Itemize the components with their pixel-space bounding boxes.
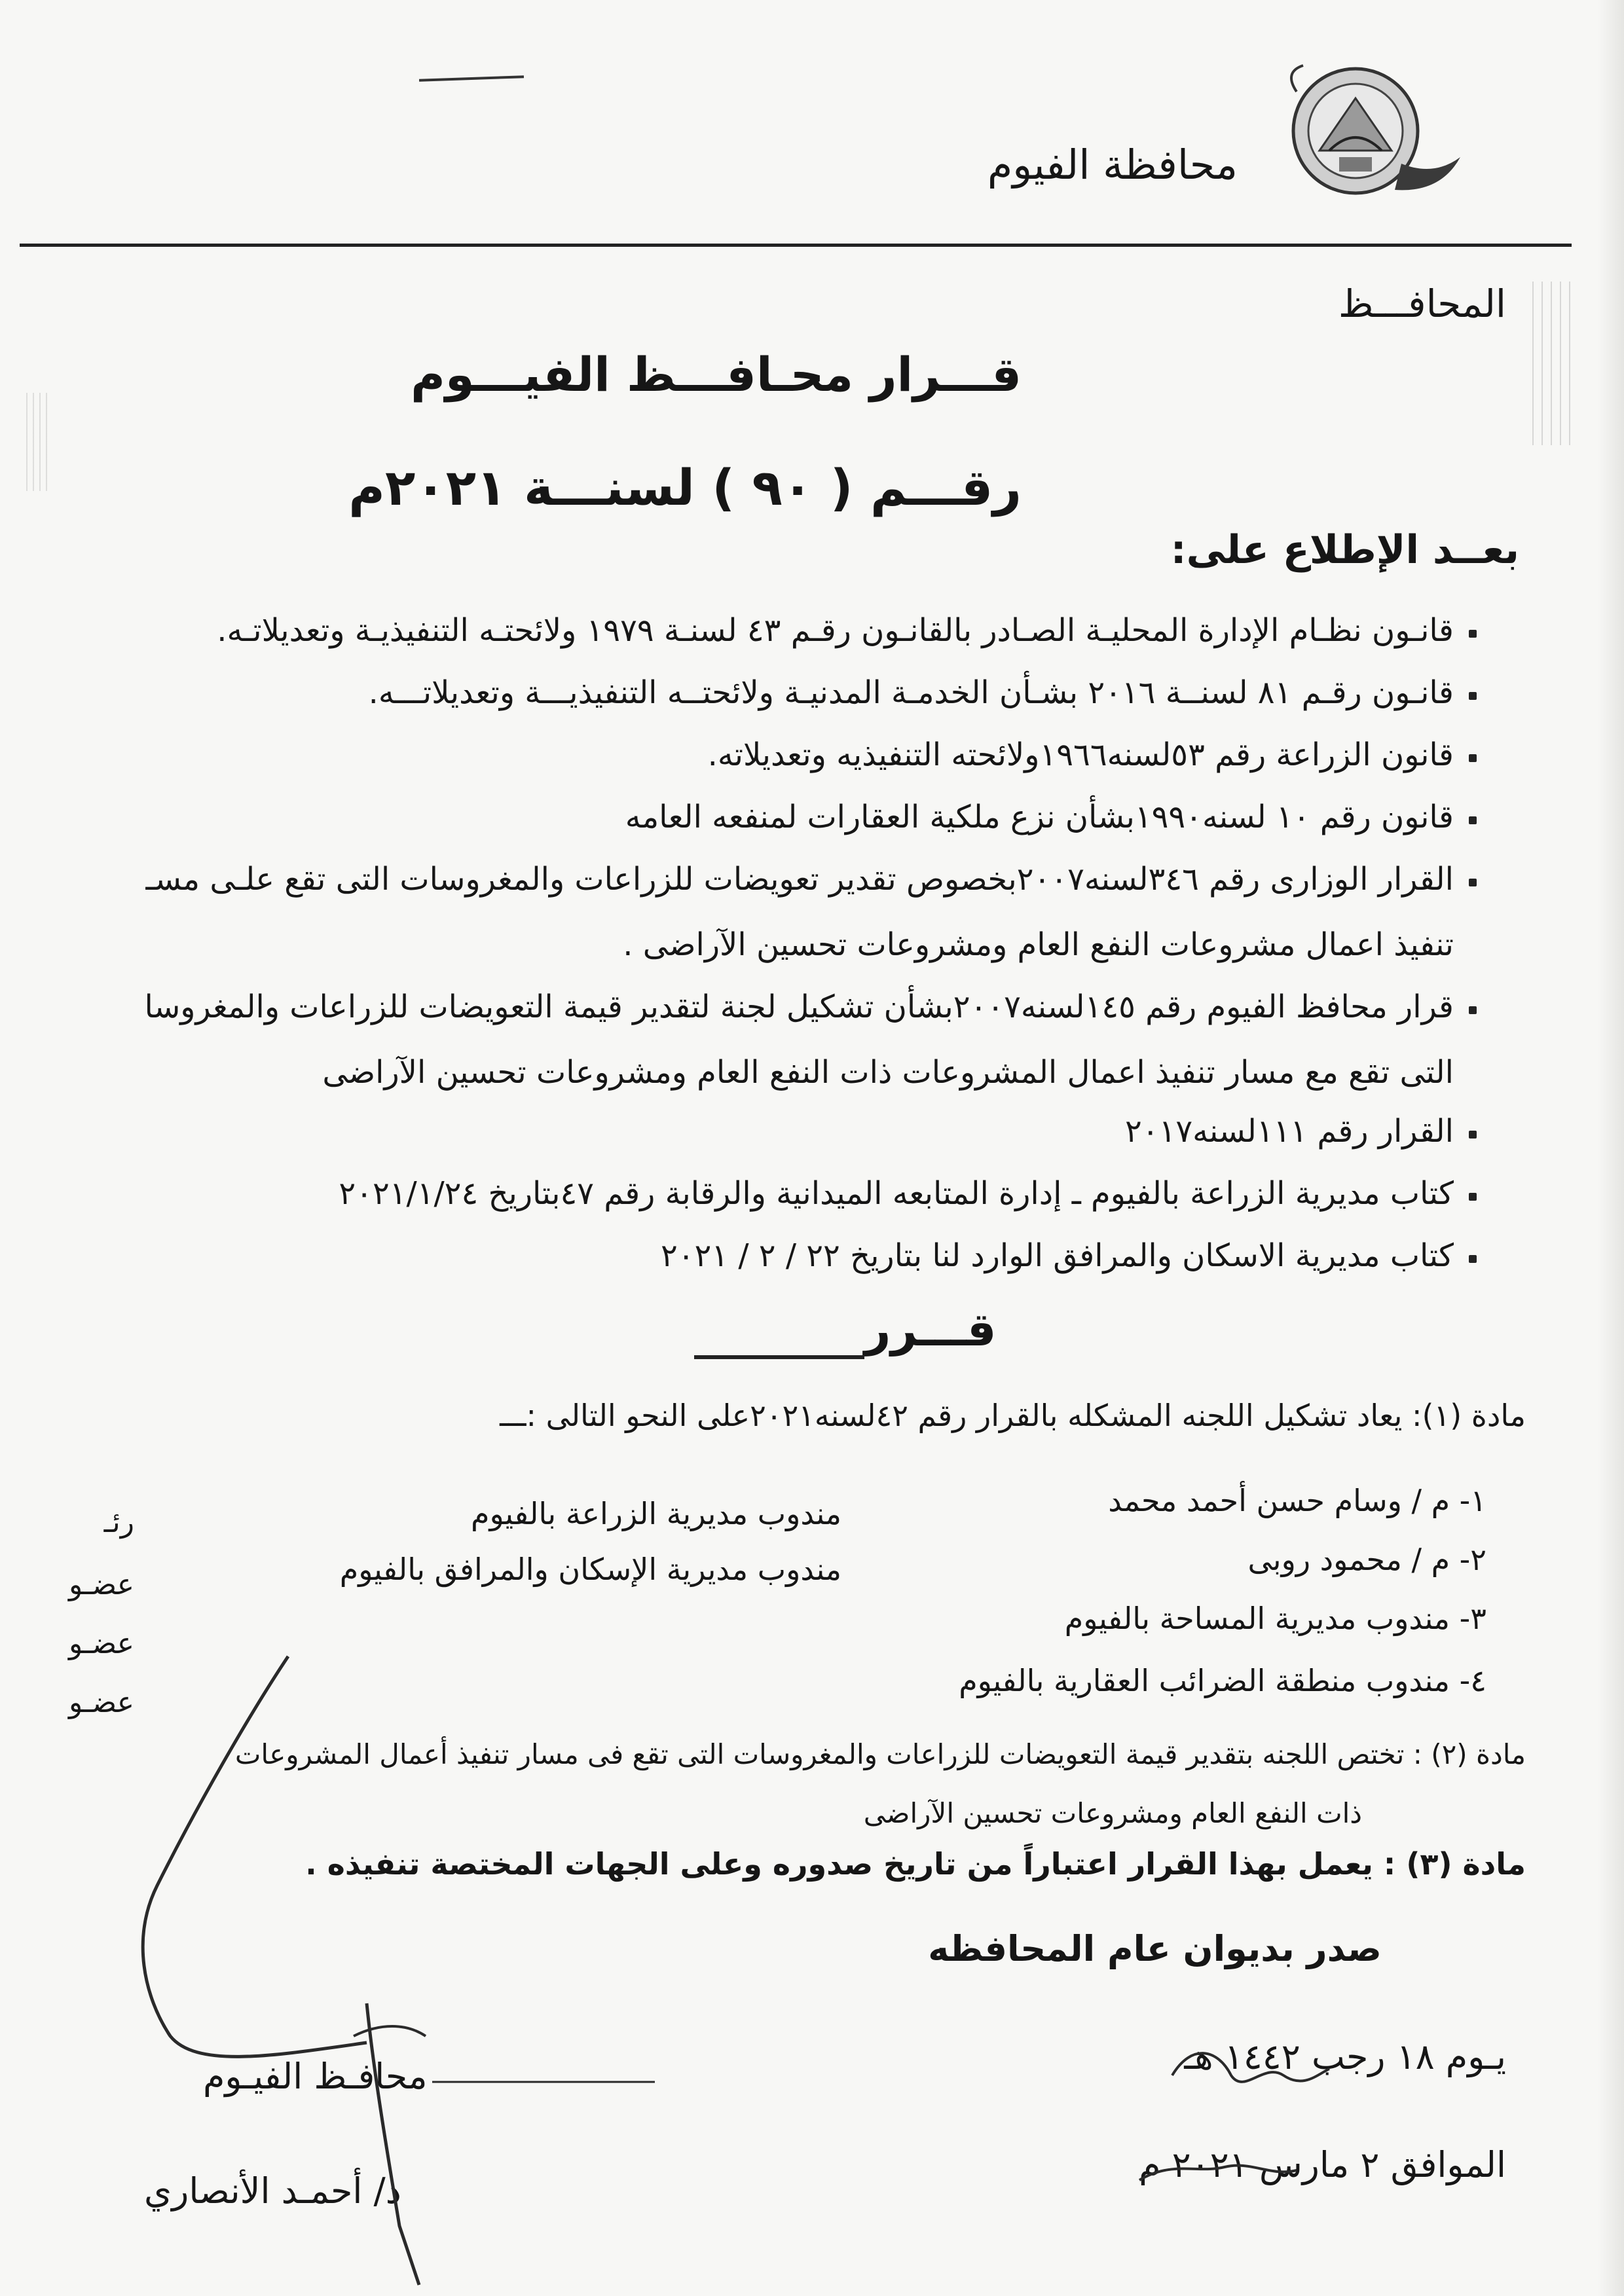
bullet-icon xyxy=(1469,754,1477,762)
decision-number: رقـــم ( ٩٠ ) لسنـــة ٢٠٢١م xyxy=(348,458,1022,517)
bullet-icon xyxy=(1469,692,1477,700)
scan-edge xyxy=(1598,0,1624,2296)
reference-line: قانون رقم ١٠ لسنه١٩٩٠بشأن نزع ملكية العقارات لمنفعه العامه xyxy=(625,799,1454,835)
bullet-icon xyxy=(1469,1006,1477,1014)
member-name: ٤- مندوب منطقة الضرائب العقارية بالفيوم xyxy=(959,1663,1486,1698)
member-name: ٣- مندوب مديرية المساحة بالفيوم xyxy=(1064,1601,1486,1636)
member-role: عضـو xyxy=(68,1568,134,1601)
governor-title: محافـظ الفيـوم xyxy=(203,2056,428,2097)
reference-line: كتاب مديرية الاسكان والمرافق الوارد لنا بتاريخ ٢٢ / ٢ / ٢٠٢١ xyxy=(660,1237,1454,1274)
article-3: مادة (٣) : يعمل بهذا القرار اعتباراً من تاريخ صدوره وعلى الجهات المختصة تنفيذه . xyxy=(305,1846,1526,1882)
reference-line: قانـون نظـام الإدارة المحليـة الصـادر بالقانـون رقـم ٤٣ لسنـة ١٩٧٩ ولائحتـه التنفيذيـة وتعديلاتـه. xyxy=(217,612,1454,649)
header-divider xyxy=(20,244,1572,247)
scan-artifact xyxy=(26,393,52,491)
reference-line: قانون الزراعة رقم ٥٣لسنه١٩٦٦ولائحته التنفيذيه وتعديلاته. xyxy=(707,737,1454,773)
reference-line: قانـون رقـم ٨١ لسنــة ٢٠١٦ بشـأن الخدمـة المدنيـة ولائحتــه التنفيذيـــة وتعديلاتـــه. xyxy=(368,674,1454,711)
bullet-icon xyxy=(1469,816,1477,824)
member-role: عضـو xyxy=(68,1627,134,1660)
reference-line: القرار رقم ١١١لسنه٢٠١٧ xyxy=(1125,1113,1454,1150)
member-representative: مندوب مديرية الإسكان والمرافق بالفيوم xyxy=(339,1552,841,1587)
member-role: عضـو xyxy=(68,1686,134,1719)
reference-line: القرار الوزارى رقم ٣٤٦لسنه٢٠٠٧بخصوص تقدير تعويضات للزراعات والمغروسات التى تقع علـى مسـ xyxy=(145,861,1454,898)
decided-heading: قـــرر xyxy=(864,1303,997,1357)
governorate-name: محافظة الفيوم xyxy=(987,141,1238,189)
preamble-heading: بعــد الإطلاع على: xyxy=(1170,527,1519,573)
bullet-icon xyxy=(1469,1193,1477,1201)
bullet-icon xyxy=(1469,1255,1477,1263)
member-representative: مندوب مديرية الزراعة بالفيوم xyxy=(471,1496,841,1531)
reference-line: كتاب مديرية الزراعة بالفيوم ـ إدارة المتابعه الميدانية والرقابة رقم ٤٧بتاريخ ٢٠٢١/١/٢٤ xyxy=(339,1175,1454,1212)
reference-line: قرار محافظ الفيوم رقم ١٤٥لسنه٢٠٠٧بشأن تشكيل لجنة لتقدير قيمة التعويضات للزراعات والمغروسا xyxy=(144,989,1454,1025)
article-2-line-1: مادة (٢) : تختص اللجنه بتقدير قيمة التعويضات للزراعات والمغروسات التى تقع فى مسار تنفيذ أعمال المشروعات xyxy=(234,1738,1526,1770)
article-1: مادة (١): يعاد تشكيل اللجنه المشكله بالقرار رقم ٤٢لسنه٢٠٢١على النحو التالى :ـــ xyxy=(500,1398,1526,1433)
hijri-date: يـوم ١٨ رجب ١٤٤٢ هـ xyxy=(1184,2036,1506,2077)
decision-title: قـــرار محـافـــظ الفيـــوم xyxy=(411,347,1022,402)
reference-line-cont: تنفيذ اعمال مشروعات النفع العام ومشروعات تحسين الآراضى . xyxy=(623,926,1454,963)
pen-mark xyxy=(419,75,524,82)
governorate-seal-icon xyxy=(1257,52,1467,216)
member-role: رئـ xyxy=(103,1506,134,1539)
gregorian-date: الموافق ٢ مارس ٢٠٢١ م xyxy=(1139,2144,1506,2185)
reference-line-cont: التى تقع مع مسار تنفيذ اعمال المشروعات ذات النفع العام ومشروعات تحسين الآراضى xyxy=(322,1054,1454,1091)
governor-name: د/ أحمـد الأنصاري xyxy=(144,2170,401,2212)
governor-role-label: المحافـــظ xyxy=(1338,282,1506,326)
article-2-line-2: ذات النفع العام ومشروعات تحسين الآراضى xyxy=(863,1797,1362,1829)
bullet-icon xyxy=(1469,630,1477,638)
member-name: ٢- م / محمود روبى xyxy=(1247,1542,1486,1577)
bullet-icon xyxy=(1469,879,1477,886)
issued-at: صدر بديوان عام المحافظه xyxy=(928,1928,1382,1969)
bullet-icon xyxy=(1469,1131,1477,1139)
scan-artifact xyxy=(1532,282,1572,445)
member-name: ١- م / وسام حسن أحمد محمد xyxy=(1108,1483,1486,1518)
decided-underline xyxy=(694,1355,864,1359)
